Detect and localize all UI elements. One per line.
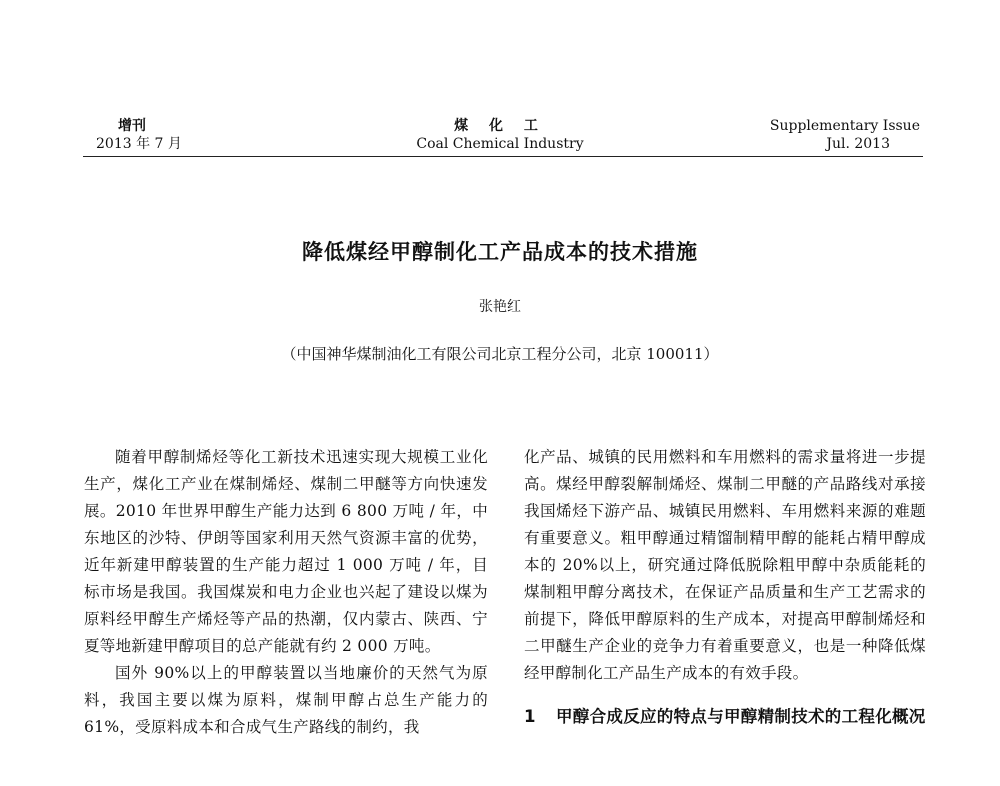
journal-name-en: Coal Chemical Industry [416, 136, 584, 152]
section-number: 1 [524, 707, 536, 726]
body-column-right [524, 444, 926, 731]
header-issue-label-en: Supplementary Issue [769, 118, 920, 134]
journal-name-cn: 煤 化 工 [454, 118, 546, 134]
section-title: 甲醇合成反应的特点与甲醇精制技术的工程化概况 [556, 707, 926, 726]
header-center [400, 117, 600, 153]
paragraph: 化产品、城镇的民用燃料和车用燃料的需求量将进一步提高。煤经甲醇裂解制烯烃、煤制二甲醚的产品路线对承接我国烯烃下游产品、城镇民用燃料、车用燃料来源的难题有重要意义。粗甲醇通过精馏制精甲醇的能耗占精甲醇成本的 20%以上，研究通过降低脱除粗甲醇中杂质能耗的煤制粗甲醇分离技术，在保证产品质量和生产工艺需求的前提下，降低甲醇原料的生产成本，对提高甲醇制烯烃和二甲醚生产企业的竞争力有着重要意义，也是一种降低煤经甲醇制化工产品生产成本的有效手段。 [524, 448, 926, 682]
body-column-left [84, 444, 488, 741]
paragraph: 随着甲醇制烯烃等化工新技术迅速实现大规模工业化生产，煤化工产业在煤制烯烃、煤制二甲醚等方向快速发展。2010 年世界甲醇生产能力达到 6 800 万吨 / 年，中东地区的沙特、伊朗等国家利用天然气资源丰富的优势，近年新建甲醇装置的生产能力超过 1 000 万吨 / 年，目标市场是我国。我国煤炭和电力企业也兴起了建设以煤为原料经甲醇生产烯烃等产品的热潮，仅内蒙古、陕西、宁夏等地新建甲醇项目的总产能就有约 2 000 万吨。 [84, 448, 488, 655]
paragraph: 国外 90%以上的甲醇装置以当地廉价的天然气为原料，我国主要以煤为原料，煤制甲醇占总生产能力的 61%，受原料成本和合成气生产路线的制约，我 [84, 664, 488, 736]
header-date: 2013 年 7 月 [96, 136, 182, 152]
article-affiliation: （中国神华煤制油化工有限公司北京工程分公司，北京 100011） [281, 345, 719, 363]
section-heading [524, 703, 926, 731]
header-left [96, 117, 226, 153]
article-author: 张艳红 [479, 299, 521, 315]
header-right [740, 117, 920, 153]
header-rule [83, 156, 923, 157]
header-date-en: Jul. 2013 [826, 136, 890, 152]
header-issue-label: 增刊 [118, 118, 146, 134]
article-title: 降低煤经甲醇制化工产品成本的技术措施 [302, 240, 698, 264]
